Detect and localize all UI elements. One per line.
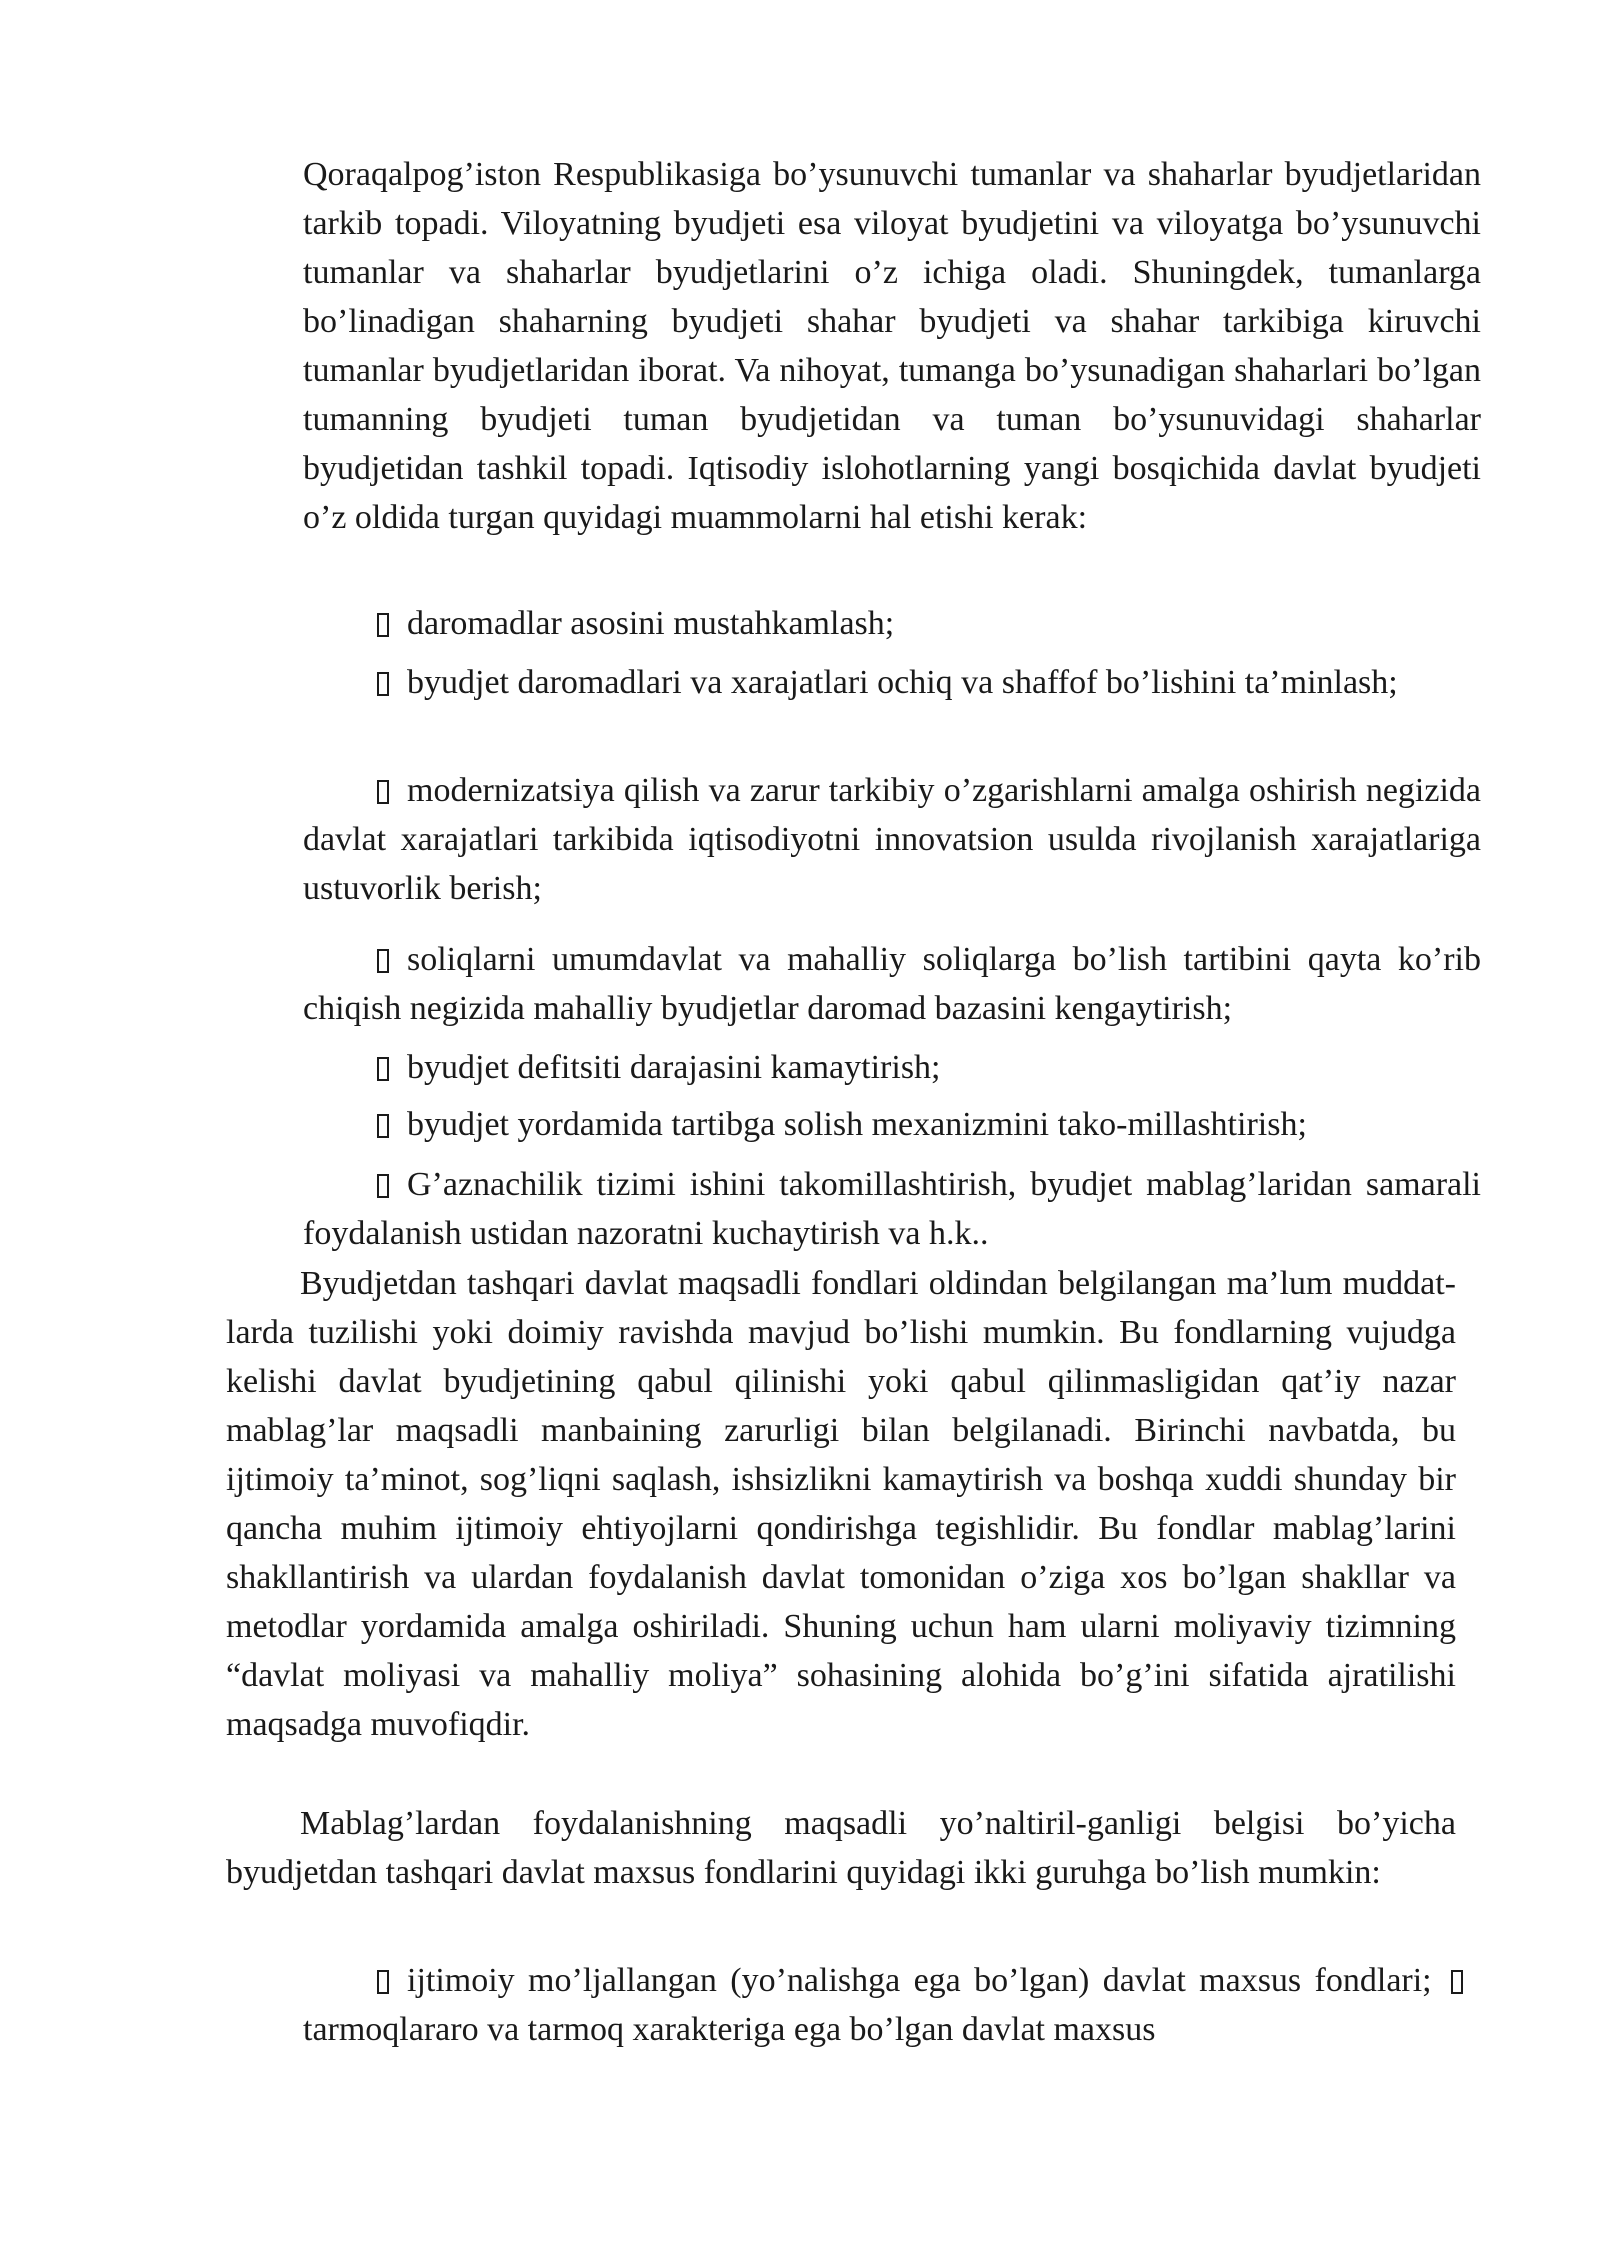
list-item-text: tarmoqlararo va tarmoq xarakteriga ega bo’lgan davlat maxsus	[303, 2011, 1156, 2048]
bullet-square-icon	[377, 949, 389, 973]
list-item-text: byudjet defitsiti darajasini kamaytirish;	[407, 1049, 941, 1086]
list-item-text: ijtimoiy mo’ljallangan (yo’nalishga ega bo’lgan) davlat maxsus fondlari;	[407, 1962, 1432, 1999]
list-item	[303, 599, 1481, 648]
list-item	[303, 1160, 1481, 1258]
list-item-text: G’aznachilik tizimi ishini takomillashtirish, byudjet mablag’laridan samarali foydalanish ustidan nazoratni kuchaytirish va h.k..	[303, 1166, 1481, 1252]
list-item-text: byudjet daromadlari va xarajatlari ochiq va shaffof bo’lishini ta’minlash;	[407, 664, 1398, 701]
list-item-text: daromadlar asosini mustahkamlash;	[407, 605, 895, 642]
list-item	[303, 658, 1481, 707]
paragraph-budget-structure: Qoraqalpog’iston Respublikasiga bo’ysunuvchi tumanlar va shaharlar byudjetlaridan tarkib topadi. Viloyatning byudjeti esa viloyat byudjetini va viloyatga bo’ysunuvchi tumanlar va shaharlar byudjetlarini o’z ichiga oladi. Shuningdek, tumanlarga bo’linadigan shaharning byudjeti shahar byudjeti va shahar tarkibiga kiruvchi tumanlar byudjetlaridan iborat. Va nihoyat, tumanga bo’ysunadigan shaharlari bo’lgan tumanning byudjeti tuman byudjetidan va tuman bo’ysunuvidagi shaharlar byudjetidan tashkil topadi. Iqtisodiy islohotlarning yangi bosqichida davlat byudjeti o’z oldida turgan quyidagi muammolarni hal etishi kerak:	[303, 156, 1481, 536]
list-item	[303, 1043, 1481, 1092]
bullet-square-icon	[377, 1970, 389, 1994]
bullet-square-icon	[377, 780, 389, 804]
bullet-square-icon	[377, 1114, 389, 1138]
paragraph-extrabudgetary-funds: Byudjetdan tashqari davlat maqsadli fondlari oldindan belgilangan ma’lum muddat-larda tuzilishi yoki doimiy ravishda mavjud bo’lishi mumkin. Bu fondlarning vujudga kelishi davlat byudjetining qabul qilinishi yoki qabul qilinmasligidan qat’iy nazar mablag’lar maqsadli manbaining zarurligi bilan belgilanadi. Birinchi navbatda, bu ijtimoiy ta’minot, sog’liqni saqlash, ishsizlikni kamaytirish va boshqa xuddi shunday bir qancha muhim ijtimoiy ehtiyojlarni qondirishga tegishlidir. Bu fondlar mablag’larini shakllantirish va ulardan foydalanish davlat tomonidan o’ziga xos bo’lgan shakllar va metodlar yordamida amalga oshiriladi. Shuning uchun ham ularni moliyaviy tizimning “davlat moliyasi va mahalliy moliya” sohasining alohida bo’g’ini sifatida ajratilishi maqsadga muvofiqdir.	[226, 1265, 1456, 1743]
list-item-text: byudjet yordamida tartibga solish mexanizmini tako-millashtirish;	[407, 1106, 1307, 1143]
bullet-square-icon	[377, 613, 389, 637]
bullet-square-icon	[377, 1174, 389, 1198]
paragraph-fund-groups: Mablag’lardan foydalanishning maqsadli yo’naltiril-ganligi belgisi bo’yicha byudjetdan tashqari davlat maxsus fondlarini quyidagi ikki guruhga bo’lish mumkin:	[226, 1805, 1456, 1891]
list-item	[303, 1100, 1481, 1149]
bullet-square-icon	[377, 1057, 389, 1081]
bullet-square-icon	[1451, 1970, 1463, 1994]
list-item	[303, 935, 1481, 1033]
list-item	[303, 1956, 1481, 2054]
list-item	[303, 766, 1481, 913]
list-item-text: soliqlarni umumdavlat va mahalliy soliqlarga bo’lish tartibini qayta ko’rib chiqish negizida mahalliy byudjetlar daromad bazasini kengaytirish;	[303, 941, 1481, 1027]
list-item-text: modernizatsiya qilish va zarur tarkibiy o’zgarishlarni amalga oshirish negizida davlat xarajatlari tarkibida iqtisodiyotni innovatsion usulda rivojlanish xarajatlariga ustuvorlik berish;	[303, 772, 1481, 907]
bullet-square-icon	[377, 672, 389, 696]
